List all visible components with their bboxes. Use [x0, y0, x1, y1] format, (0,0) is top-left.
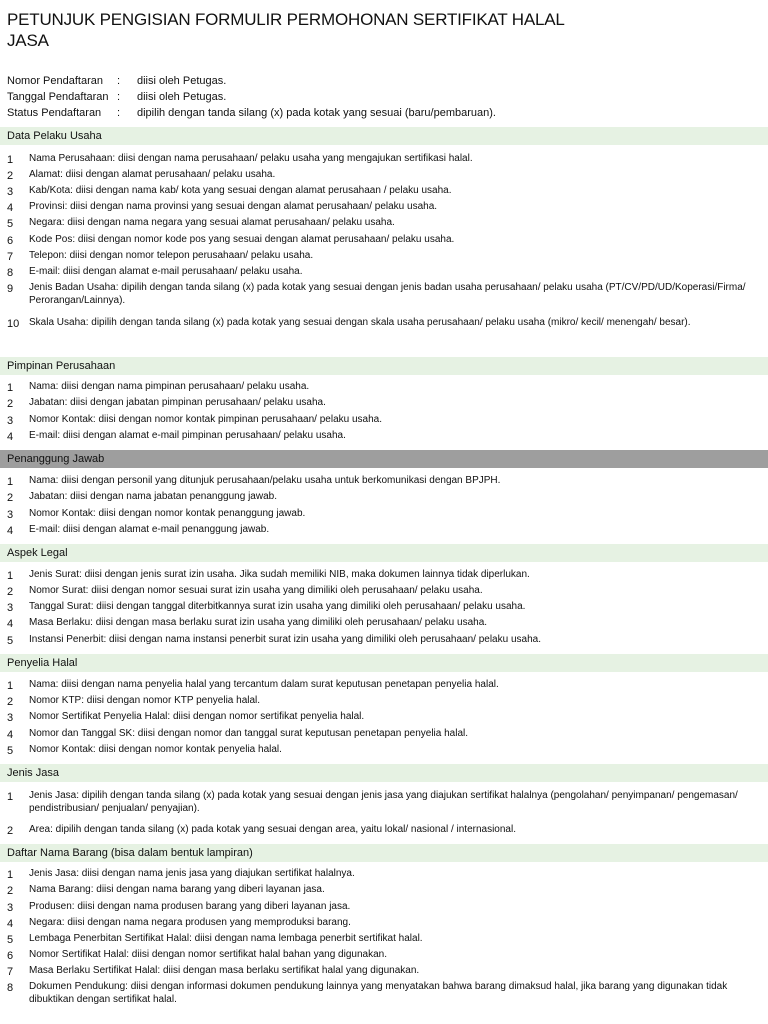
meta-colon: : — [117, 107, 121, 119]
section-data-pelaku-usaha — [0, 127, 768, 145]
section-daftar-nama-barang — [0, 844, 768, 862]
section-heading: Pimpinan Perusahaan — [0, 357, 768, 375]
item-text: Nomor Surat: diisi dengan nomor sesuai surat izin usaha yang dimiliki oleh perusahaan/ pelaku usaha. — [29, 585, 483, 596]
item-text: Lembaga Penerbitan Sertifikat Halal: diisi dengan nama lembaga penerbit sertifikat halal. — [29, 933, 423, 944]
item-number: 5 — [7, 635, 14, 647]
item-text: Jabatan: diisi dengan jabatan pimpinan perusahaan/ pelaku usaha. — [29, 397, 326, 408]
meta-colon: : — [117, 75, 121, 87]
item-text: Nama: diisi dengan nama pimpinan perusahaan/ pelaku usaha. — [29, 381, 310, 392]
document-title: PETUNJUK PENGISIAN FORMULIR PERMOHONAN SERTIFIKAT HALAL JASA — [7, 10, 565, 50]
item-number: 2 — [7, 492, 14, 504]
item-number: 2 — [7, 586, 14, 598]
item-number: 1 — [7, 791, 14, 803]
item-text: Nama: diisi dengan nama penyelia halal yang tercantum dalam surat keputusan penetapan penyelia halal. — [29, 679, 499, 690]
item-text: Jenis Jasa: dipilih dengan tanda silang (x) pada kotak yang sesuai dengan jenis jasa yang diajukan sertifikat halalnya (pengolahan/ penyimpanan/ pengemasan/ pendistribusian/ penjualan/ penyajian). — [29, 790, 738, 814]
item-number: 3 — [7, 902, 14, 914]
item-text: Dokumen Pendukung: diisi dengan informasi dokumen pendukung lainnya yang menyatakan bahwa barang dimaksud halal, jika barang yang digunakan tidak dibuktikan dengan sertifikat halal. — [29, 981, 728, 1005]
section-penyelia-halal — [0, 654, 768, 672]
meta-value: dipilih dengan tanda silang (x) pada kotak yang sesuai (baru/pembaruan). — [137, 107, 496, 119]
item-text: E-mail: diisi dengan alamat e-mail pimpinan perusahaan/ pelaku usaha. — [29, 430, 346, 441]
item-number: 3 — [7, 712, 14, 724]
item-text: Negara: diisi dengan nama negara yang sesuai alamat perusahaan/ pelaku usaha. — [29, 217, 395, 228]
item-number: 9 — [7, 283, 14, 295]
item-text: Jenis Surat: diisi dengan jenis surat izin usaha. Jika sudah memiliki NIB, maka dokumen lainnya tidak diperlukan. — [29, 569, 530, 580]
item-number: 1 — [7, 869, 14, 881]
item-number: 7 — [7, 966, 14, 978]
meta-value: diisi oleh Petugas. — [137, 75, 227, 87]
item-text: Kab/Kota: diisi dengan nama kab/ kota yang sesuai dengan alamat perusahaan / pelaku usaha. — [29, 185, 452, 196]
item-number: 2 — [7, 885, 14, 897]
item-text: Jenis Badan Usaha: dipilih dengan tanda silang (x) pada kotak yang sesuai dengan jenis badan usaha perusahaan/ pelaku usaha (PT/CV/PD/UD/Koperasi/Firma/ Perorangan/Lainnya). — [29, 282, 746, 306]
item-number: 5 — [7, 745, 14, 757]
item-number: 6 — [7, 235, 14, 247]
item-number: 2 — [7, 696, 14, 708]
item-number: 8 — [7, 267, 14, 279]
item-text: Tanggal Surat: diisi dengan tanggal diterbitkannya surat izin usaha yang dimiliki oleh perusahaan/ pelaku usaha. — [29, 601, 526, 612]
item-text: Telepon: diisi dengan nomor telepon perusahaan/ pelaku usaha. — [29, 250, 314, 261]
item-number: 1 — [7, 680, 14, 692]
item-number: 4 — [7, 431, 14, 443]
section-pimpinan-perusahaan — [0, 357, 768, 375]
item-text: Masa Berlaku: diisi dengan masa berlaku surat izin usaha yang dimiliki oleh perusahaan/ pelaku usaha. — [29, 617, 488, 628]
meta-value: diisi oleh Petugas. — [137, 91, 227, 103]
item-number: 7 — [7, 251, 14, 263]
section-heading: Aspek Legal — [0, 544, 768, 562]
item-text: Skala Usaha: dipilih dengan tanda silang (x) pada kotak yang sesuai dengan skala usaha perusahaan/ pelaku usaha (mikro/ kecil/ menengah/ besar). — [29, 317, 691, 328]
item-number: 3 — [7, 509, 14, 521]
item-number: 2 — [7, 825, 14, 837]
item-number: 3 — [7, 602, 14, 614]
item-number: 4 — [7, 202, 14, 214]
item-number: 1 — [7, 476, 14, 488]
item-number: 3 — [7, 415, 14, 427]
section-heading: Jenis Jasa — [0, 764, 768, 782]
item-number: 5 — [7, 218, 14, 230]
item-text: Nomor Kontak: diisi dengan nomor kontak penanggung jawab. — [29, 508, 306, 519]
item-number: 4 — [7, 918, 14, 930]
item-text: Kode Pos: diisi dengan nomor kode pos yang sesuai dengan alamat perusahaan/ pelaku usaha. — [29, 234, 455, 245]
item-text: Nama Perusahaan: diisi dengan nama perusahaan/ pelaku usaha yang mengajukan sertifikasi halal. — [29, 153, 473, 164]
item-number: 1 — [7, 154, 14, 166]
section-heading: Data Pelaku Usaha — [0, 127, 768, 145]
section-heading: Penyelia Halal — [0, 654, 768, 672]
item-text: Nomor Sertifikat Penyelia Halal: diisi dengan nomor sertifikat penyelia halal. — [29, 711, 365, 722]
item-number: 8 — [7, 982, 14, 994]
item-number: 5 — [7, 934, 14, 946]
item-text: Jenis Jasa: diisi dengan nama jenis jasa yang diajukan sertifikat halalnya. — [29, 868, 355, 879]
item-number: 4 — [7, 729, 14, 741]
item-text: Produsen: diisi dengan nama produsen barang yang diberi layanan jasa. — [29, 901, 351, 912]
section-heading: Daftar Nama Barang (bisa dalam bentuk lampiran) — [0, 844, 768, 862]
item-text: Jabatan: diisi dengan nama jabatan penanggung jawab. — [29, 491, 277, 502]
section-heading: Penanggung Jawab — [0, 450, 768, 468]
item-text: Nama Barang: diisi dengan nama barang yang diberi layanan jasa. — [29, 884, 325, 895]
item-text: Nomor Kontak: diisi dengan nomor kontak penyelia halal. — [29, 744, 282, 755]
item-text: Provinsi: diisi dengan nama provinsi yang sesuai dengan alamat perusahaan/ pelaku usaha. — [29, 201, 438, 212]
item-number: 1 — [7, 570, 14, 582]
item-number: 6 — [7, 950, 14, 962]
item-number: 2 — [7, 398, 14, 410]
item-number: 10 — [7, 318, 20, 330]
item-text: Nomor dan Tanggal SK: diisi dengan nomor dan tanggal surat keputusan penetapan penyelia halal. — [29, 728, 469, 739]
item-text: Area: dipilih dengan tanda silang (x) pada kotak yang sesuai dengan area, yaitu lokal/ nasional / internasional. — [29, 824, 516, 835]
meta-colon: : — [117, 91, 121, 103]
item-text: Nomor Kontak: diisi dengan nomor kontak pimpinan perusahaan/ pelaku usaha. — [29, 414, 382, 425]
item-number: 4 — [7, 618, 14, 630]
item-number: 1 — [7, 382, 14, 394]
item-number: 3 — [7, 186, 14, 198]
item-text: E-mail: diisi dengan alamat e-mail perusahaan/ pelaku usaha. — [29, 266, 303, 277]
section-penanggung-jawab — [0, 450, 768, 468]
section-jenis-jasa — [0, 764, 768, 782]
meta-label: Nomor Pendaftaran — [7, 75, 103, 87]
meta-label: Status Pendaftaran — [7, 107, 102, 119]
item-text: Alamat: diisi dengan alamat perusahaan/ pelaku usaha. — [29, 169, 276, 180]
item-text: Masa Berlaku Sertifikat Halal: diisi dengan masa berlaku sertifikat halal yang digunakan. — [29, 965, 420, 976]
item-text: Instansi Penerbit: diisi dengan nama instansi penerbit surat izin usaha yang dimiliki oleh perusahaan/ pelaku usaha. — [29, 634, 541, 645]
item-text: Negara: diisi dengan nama negara produsen yang memproduksi barang. — [29, 917, 351, 928]
item-number: 2 — [7, 170, 14, 182]
item-text: Nomor Sertifikat Halal: diisi dengan nomor sertifikat halal bahan yang digunakan. — [29, 949, 387, 960]
item-text: E-mail: diisi dengan alamat e-mail penanggung jawab. — [29, 524, 270, 535]
section-aspek-legal — [0, 544, 768, 562]
item-number: 4 — [7, 525, 14, 537]
item-text: Nama: diisi dengan personil yang ditunjuk perusahaan/pelaku usaha untuk berkomunikasi dengan BPJPH. — [29, 475, 501, 486]
item-text: Nomor KTP: diisi dengan nomor KTP penyelia halal. — [29, 695, 261, 706]
meta-label: Tanggal Pendaftaran — [7, 91, 109, 103]
